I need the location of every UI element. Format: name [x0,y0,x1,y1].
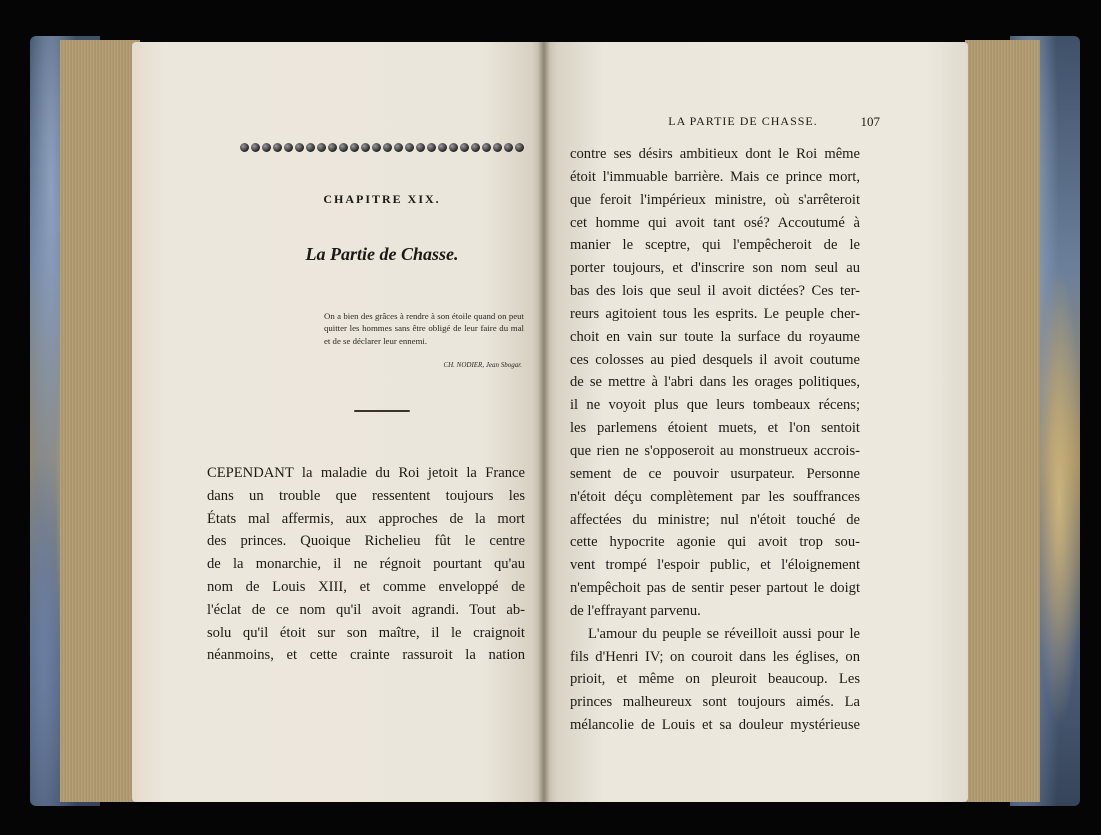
text-line: vent trompé l'espoir public, et l'éloignement [570,557,860,574]
text-line: choit en vain sur toute la surface du royaume [570,328,860,345]
text-line: affectées du ministre; nul n'étoit touché de [570,511,860,528]
ornament-bead [361,143,370,152]
text-line: des princes. Quoique Richelieu fût le centre [207,533,525,550]
text-line: solu qu'il étoit sur son maître, il le craignoit [207,624,525,641]
epigraph-attribution: CH. NODIER, Jean Sbogar. [443,361,522,369]
ornament-bead [328,143,337,152]
ornament-bead [394,143,403,152]
chapter-divider-rule [354,410,410,412]
text-line: mélancolie de Louis et sa douleur mystérieuse [570,717,860,734]
right-page-edges [965,40,1040,802]
text-line: sement de ce pouvoir usurpateur. Personne [570,465,860,482]
text-line: CEPENDANT la maladie du Roi jetoit la France [207,465,525,481]
ornament-bead [515,143,524,152]
text-line: bas des lois que seul il avoit dictées? Ces ter- [570,283,860,300]
text-line: porter toujours, et d'inscrire son nom seul au [570,260,860,277]
text-line: États mal affermis, aux approches de la mort [207,510,525,527]
ornament-bead [273,143,282,152]
ornament-bead [284,143,293,152]
ornament-bead [350,143,359,152]
text-line: que rien ne s'opposeroit au monstrueux accrois- [570,442,860,459]
running-head: LA PARTIE DE CHASSE. [668,114,818,128]
text-line: contre ses désirs ambitieux dont le Roi même [570,146,860,162]
ornament-bead [372,143,381,152]
text-line: prioit, et même on pleuroit beaucoup. Les [570,671,860,688]
text-line: que feroit l'impérieux ministre, où s'arrêteroit [570,191,860,208]
ornament-bead [427,143,436,152]
left-body-text [207,462,525,667]
chapter-number: CHAPITRE XIX. [323,192,441,206]
ornament-bead [262,143,271,152]
ornament-bead [240,143,249,152]
text-line: cette hypocrite agonie qui avoit trop sou- [570,534,860,551]
text-line: manier le sceptre, qui l'empêcheroit de le [570,237,860,254]
left-page [132,42,544,802]
ornament-bead [317,143,326,152]
ornament-bead [306,143,315,152]
left-page-edges [60,40,140,802]
ornament-bead [339,143,348,152]
ornament-bead [493,143,502,152]
text-line: ces colosses au pied desquels il avoit coutume [570,351,860,368]
text-line: n'empêchoit pas de sentir peser partout le doigt [570,580,860,597]
text-line: cet homme qui avoit tant osé? Accoutumé à [570,214,860,231]
right-page [544,42,968,802]
chapter-title: La Partie de Chasse. [305,244,459,264]
ornament-bead [416,143,425,152]
ornament-bead [504,143,513,152]
ornament-bead [405,143,414,152]
ornament-bead [295,143,304,152]
text-line: étoit l'immuable barrière. Mais ce prince mort, [570,168,860,185]
text-line: l'éclat de ce nom qu'il avoit agrandi. Tout ab- [207,601,525,618]
text-line: dans un trouble que ressentent toujours les [207,487,525,504]
text-line: néanmoins, et cette crainte rassuroit la nation [207,647,525,664]
ornament-bead [471,143,480,152]
text-line: les parlemens étoient muets, et l'on sentoit [570,420,860,437]
page-number: 107 [860,114,880,129]
text-line: nom de Louis XIII, et comme enveloppé de [207,578,525,595]
ornament-bead [482,143,491,152]
text-line: reurs agitoient tous les esprits. Le peuple cher- [570,305,860,322]
text-line: de l'effrayant parvenu. [570,602,701,619]
text-line: il ne voyoit plus que leurs tombeaux récens; [570,397,860,414]
book-gutter [538,42,550,802]
ornament-bead [438,143,447,152]
text-line: de se mettre à l'abri dans les orages politiques, [570,374,860,391]
text-line: fils d'Henri IV; on couroit dans les églises, on [570,648,860,665]
ornament-bead [251,143,260,152]
chapter-ornament-band [240,140,524,154]
ornament-bead [460,143,469,152]
text-line: n'étoit déçu complètement par les souffrances [570,488,860,505]
ornament-bead [449,143,458,152]
text-line: de la monarchie, il ne régnoit pourtant qu'au [207,556,525,573]
text-line: L'amour du peuple se réveilloit aussi pour le [588,625,860,642]
right-body-text [570,143,860,737]
text-line: princes malheureux sont toujours aimés. La [570,694,860,711]
ornament-bead [383,143,392,152]
epigraph: On a bien des grâces à rendre à son étoile quand on peut quitter les hommes sans être obligé de leur faire du mal et de se déclarer leur ennemi. [324,311,524,346]
